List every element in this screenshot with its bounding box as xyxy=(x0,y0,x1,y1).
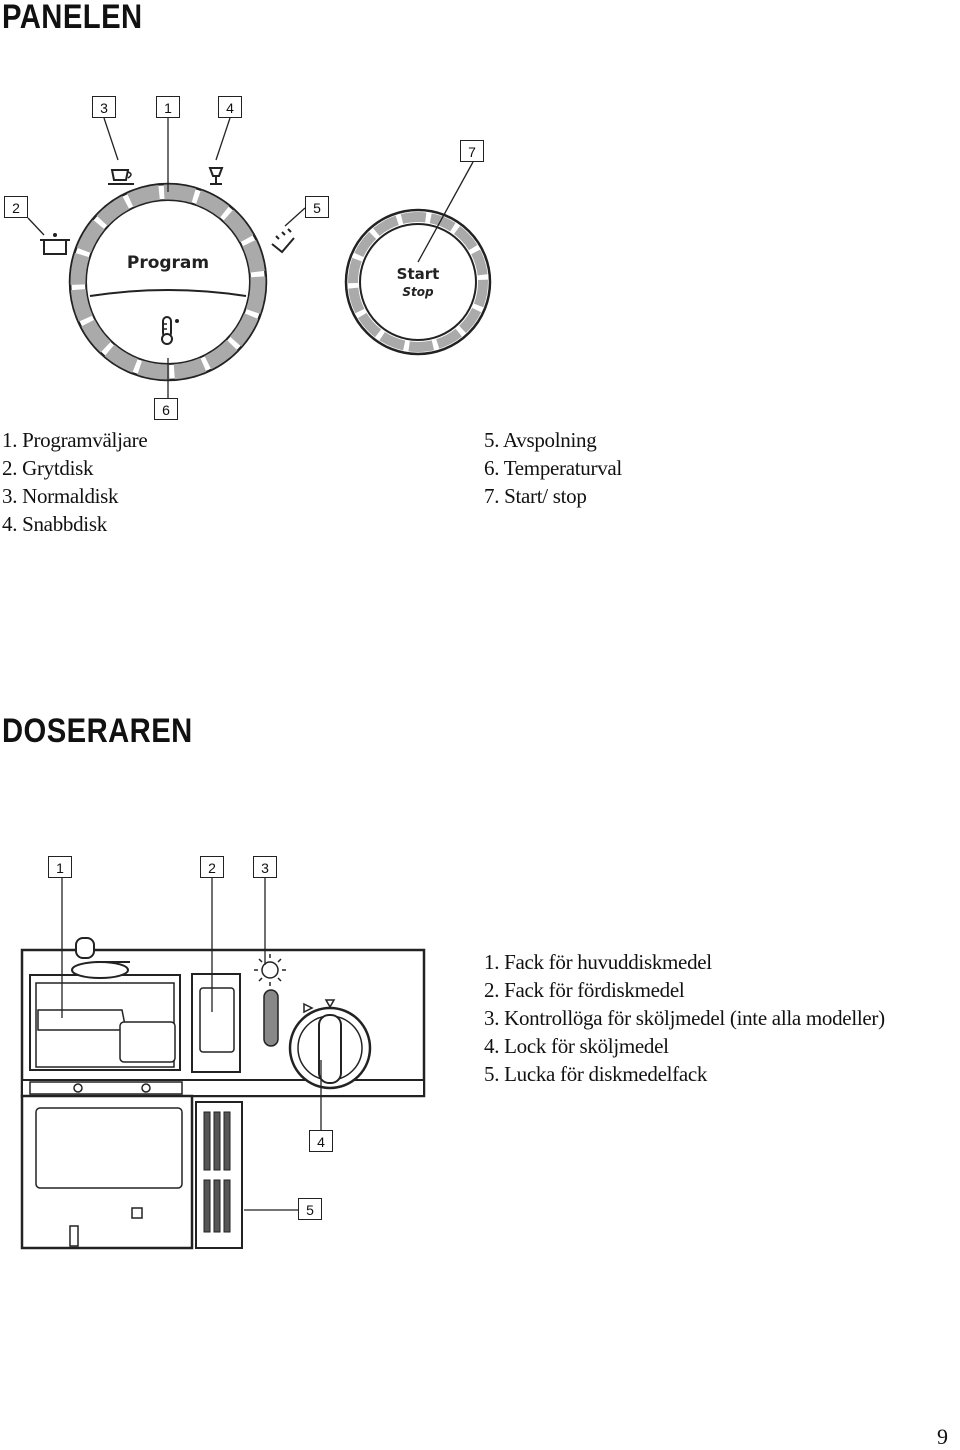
dispenser-callout-1: 1 xyxy=(48,856,72,878)
start-stop-button[interactable] xyxy=(346,210,490,354)
legend-item: 5. Avspolning xyxy=(484,428,597,452)
legend-item: 3. Kontrollöga för sköljmedel (inte alla modeller) xyxy=(484,1006,885,1030)
panel-callout-2: 2 xyxy=(4,196,28,218)
page-number: 9 xyxy=(937,1424,948,1449)
pot-icon xyxy=(40,233,70,254)
legend-item: 4. Snabbdisk xyxy=(2,512,107,536)
dispenser-callout-2: 2 xyxy=(200,856,224,878)
program-dial xyxy=(70,184,266,380)
panel-callout-7: 7 xyxy=(460,140,484,162)
dispenser-illustration xyxy=(22,938,424,1248)
legend-item: 7. Start/ stop xyxy=(484,484,587,508)
dispenser-heading: DOSERAREN xyxy=(2,712,193,750)
glass-icon xyxy=(210,168,222,184)
stop-label: Stop xyxy=(402,285,434,299)
panel-callout-5: 5 xyxy=(305,196,329,218)
panel-callout-4: 4 xyxy=(218,96,242,118)
panel-callout-3: 3 xyxy=(92,96,116,118)
legend-item: 4. Lock för sköljmedel xyxy=(484,1034,669,1058)
panel-callout-1: 1 xyxy=(156,96,180,118)
dispenser-callout-5: 5 xyxy=(298,1198,322,1220)
start-label: Start xyxy=(396,265,440,283)
legend-item: 6. Temperaturval xyxy=(484,456,622,480)
legend-item: 1. Fack för huvuddiskmedel xyxy=(484,950,712,974)
panel-heading: PANELEN xyxy=(2,0,143,36)
panel-callout-6: 6 xyxy=(154,398,178,420)
dispenser-legend xyxy=(484,948,885,1088)
legend-item: 1. Programväljare xyxy=(2,428,148,452)
cup-icon xyxy=(108,170,134,184)
legend-item: 5. Lucka för diskmedelfack xyxy=(484,1062,708,1086)
dispenser-callout-4: 4 xyxy=(309,1130,333,1152)
rinse-icon xyxy=(272,229,294,252)
program-dial-label: Program xyxy=(126,253,210,273)
legend-item: 3. Normaldisk xyxy=(2,484,119,508)
panel-legend-left xyxy=(2,426,147,538)
legend-item: 2. Fack för fördiskmedel xyxy=(484,978,685,1002)
panel-legend-right xyxy=(484,426,622,510)
legend-item: 2. Grytdisk xyxy=(2,456,94,480)
dispenser-callout-3: 3 xyxy=(253,856,277,878)
